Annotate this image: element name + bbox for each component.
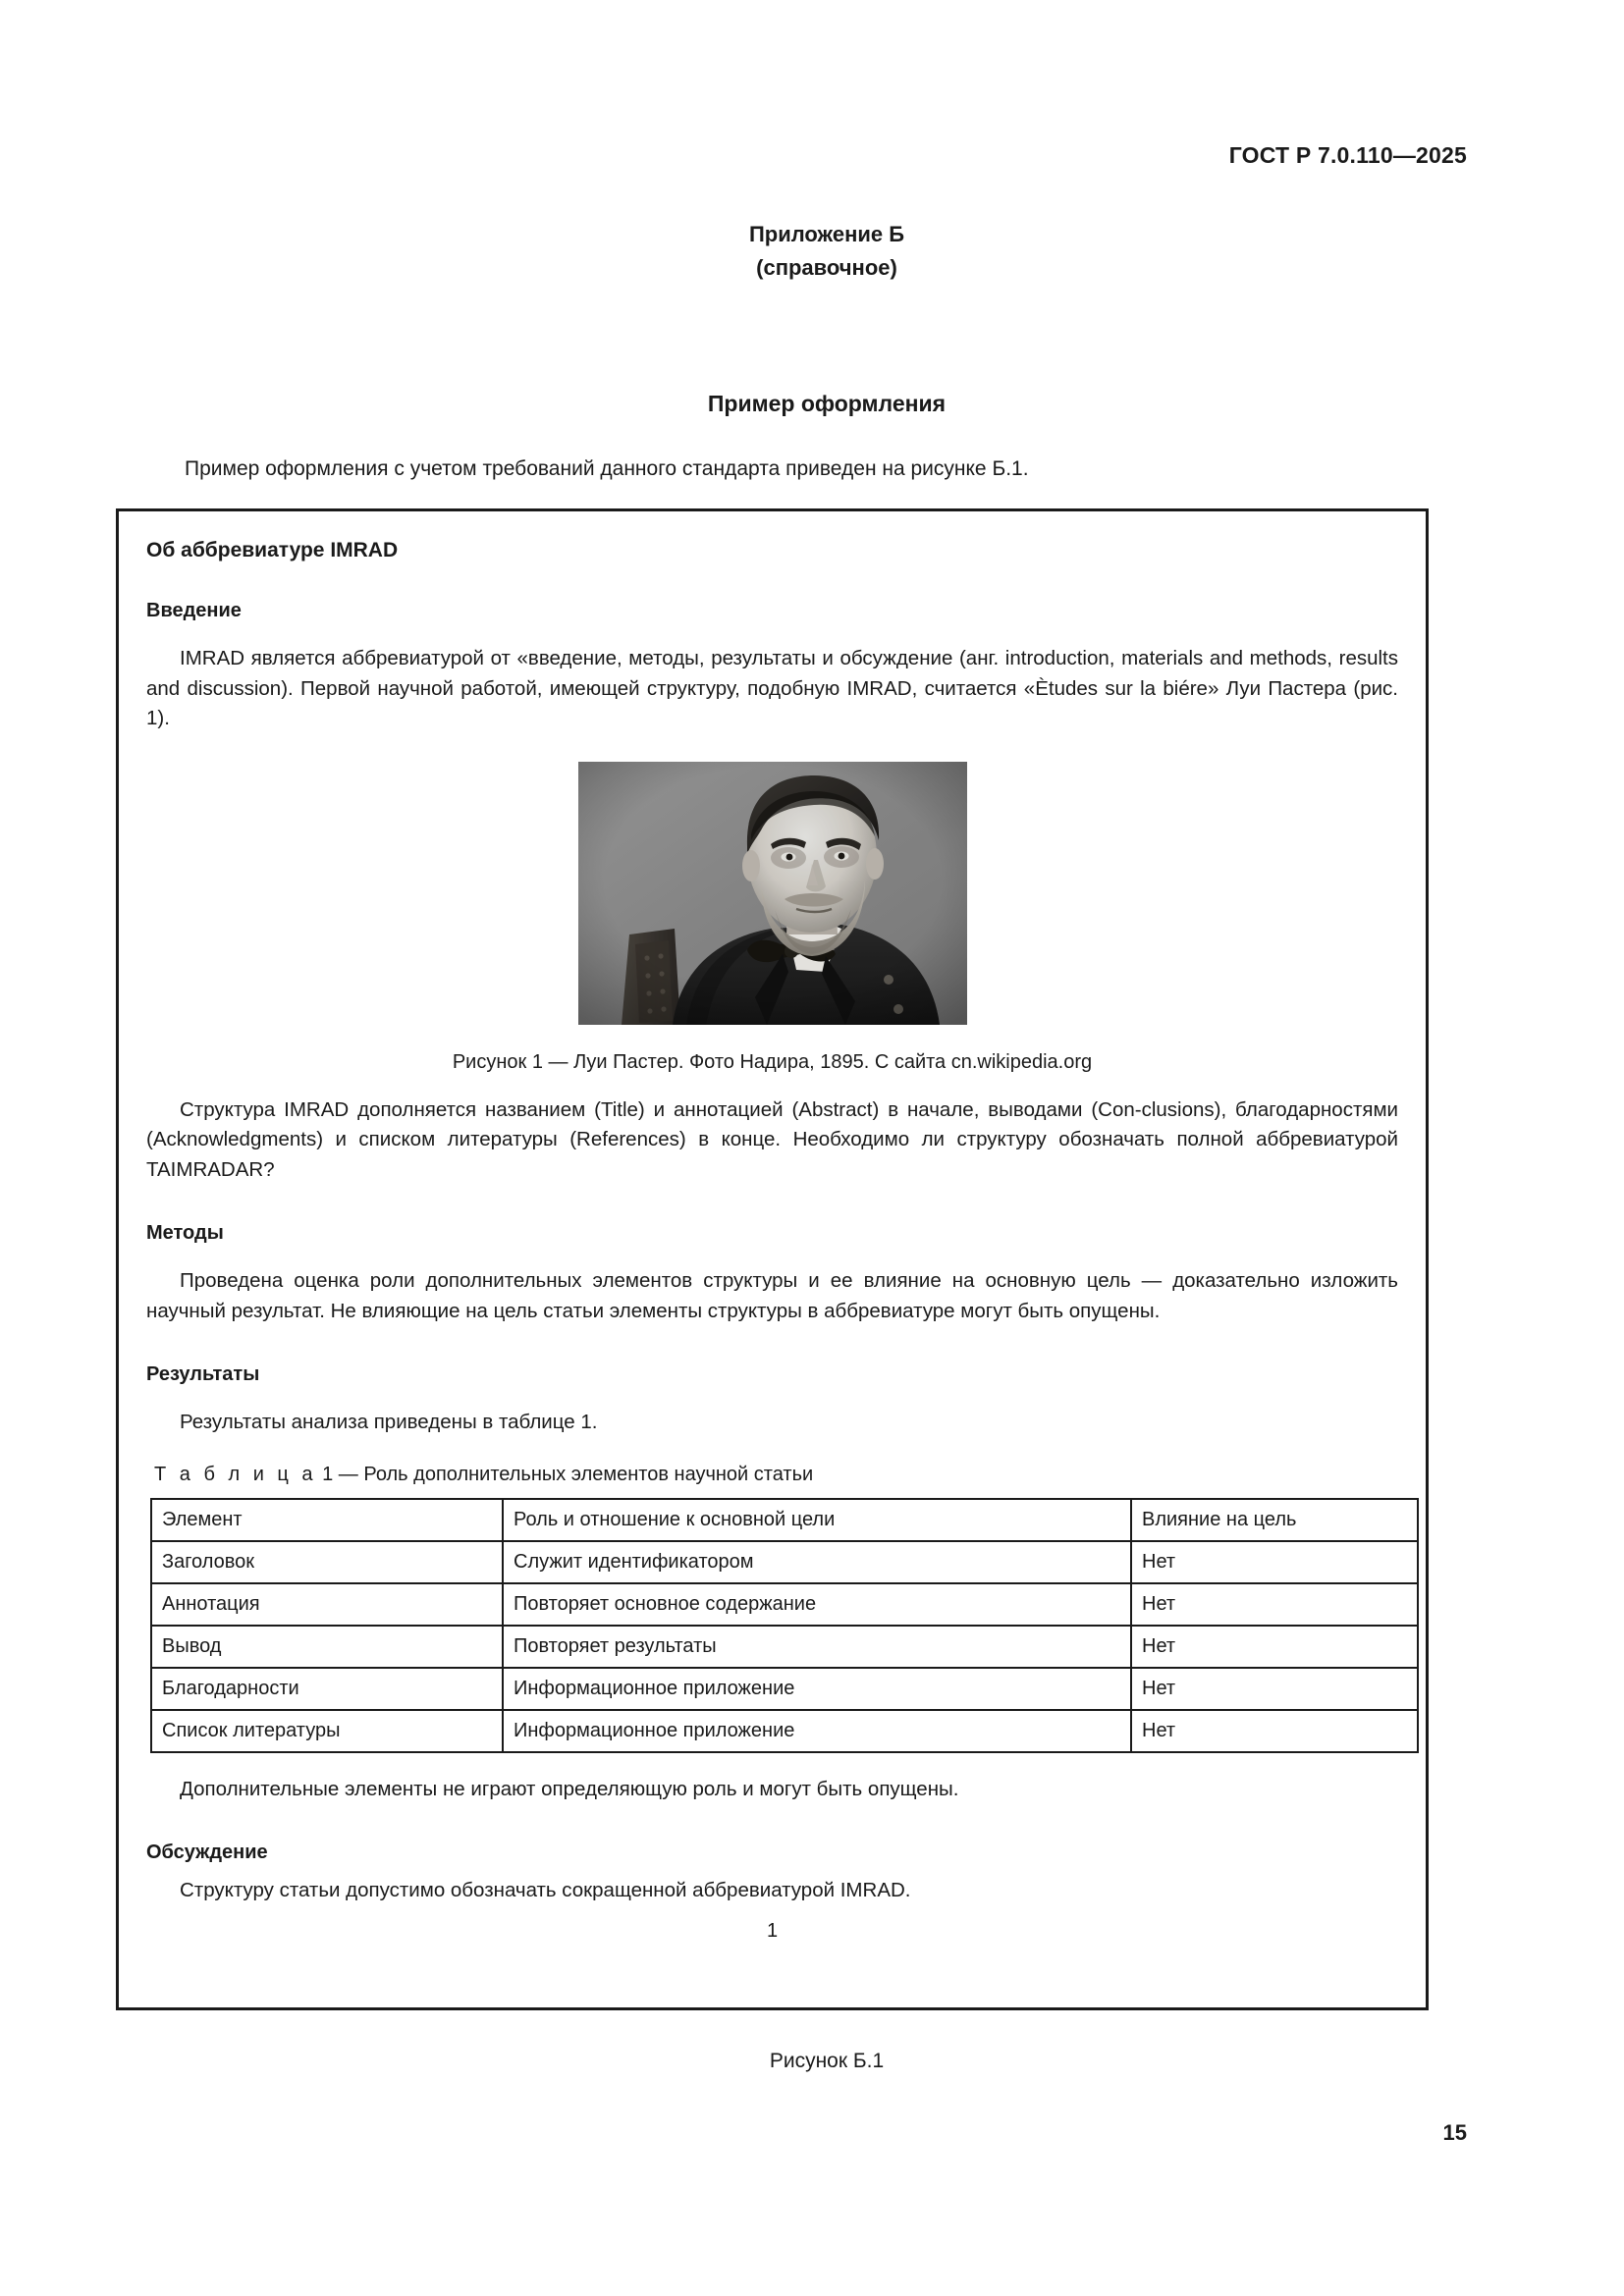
example-document-frame [116, 508, 1429, 2010]
example-article-title: Об аббревиатуре IMRAD [146, 539, 399, 561]
table-cell-role: Повторяет результаты [503, 1626, 1131, 1668]
example-paragraph-structure: Структура IMRAD дополняется названием (Title) и аннотацией (Abstract) в начале, выводами (Con-clusions), благодарностями (Acknowledgments) и списком литературы (References) в конце. Необходимо ли структуру обозначать полной аббревиатурой TAIMRADAR? [146, 1097, 1398, 1181]
example-heading-methods: Методы [146, 1222, 224, 1244]
table-caption-label: Т а б л и ц а [154, 1463, 317, 1485]
table-header-cell: Элемент [151, 1499, 503, 1541]
example-paragraph-introduction: IMRAD является аббревиатурой от «введение, методы, результаты и обсуждение (анг. introduction, materials and methods, results and discussion). Первой научной работой, имеющей структуру, подобную IMRAD, считается «Ètudes sur la biére» Луи Пастера (рис. 1). [146, 647, 1398, 729]
table-cell-element: Благодарности [151, 1668, 503, 1710]
appendix-kind: (справочное) [756, 255, 897, 280]
table-header-row [151, 1499, 1418, 1541]
table-row [151, 1668, 1418, 1710]
roles-table-body [151, 1499, 1418, 1752]
example-page-number: 1 [766, 1919, 779, 1942]
table-header-cell: Роль и отношение к основной цели [503, 1499, 1131, 1541]
example-paragraph-methods: Проведена оценка роли дополнительных элементов структуры и ее влияние на основную цель — доказательно изложить научный результат. Не влияющие на цель статьи элементы структуры в аббревиатуре могут быть опущены. [146, 1269, 1398, 1322]
table-cell-impact: Нет [1131, 1626, 1418, 1668]
roles-table [150, 1498, 1419, 1753]
table-row [151, 1583, 1418, 1626]
example-paragraph-conclusion: Дополнительные элементы не играют определяющую роль и могут быть опущены. [180, 1777, 959, 1800]
table-row [151, 1541, 1418, 1583]
table-cell-impact: Нет [1131, 1583, 1418, 1626]
table-header-cell: Влияние на цель [1131, 1499, 1418, 1541]
appendix-heading-block [0, 218, 1624, 285]
standard-number-header: ГОСТ Р 7.0.110—2025 [1228, 142, 1467, 168]
figure-1 [146, 762, 1398, 1074]
table-caption-text: 1 — Роль дополнительных элементов научной статьи [322, 1463, 814, 1485]
example-paragraph-discussion: Структуру статьи допустимо обозначать сокращенной аббревиатурой IMRAD. [180, 1879, 911, 1901]
page-number: 15 [1442, 2120, 1467, 2145]
appendix-title: Приложение Б [748, 222, 905, 246]
table-cell-impact: Нет [1131, 1710, 1418, 1752]
figure-1-caption: Рисунок 1 — Луи Пастер. Фото Надира, 1895. С сайта cn.wikipedia.org [452, 1050, 1093, 1073]
example-heading-results: Результаты [146, 1363, 260, 1385]
table-cell-element: Вывод [151, 1626, 503, 1668]
table-cell-element: Список литературы [151, 1710, 503, 1752]
example-paragraph-results: Результаты анализа приведены в таблице 1. [180, 1411, 598, 1433]
table-row [151, 1710, 1418, 1752]
table-cell-element: Заголовок [151, 1541, 503, 1583]
table-cell-impact: Нет [1131, 1541, 1418, 1583]
pasteur-portrait-image [578, 762, 967, 1025]
example-heading-introduction: Введение [146, 600, 242, 621]
table-cell-role: Информационное приложение [503, 1668, 1131, 1710]
page-title: Пример оформления [707, 391, 947, 416]
table-cell-impact: Нет [1131, 1668, 1418, 1710]
lead-paragraph: Пример оформления с учетом требований данного стандарта приведен на рисунке Б.1. [185, 457, 1029, 480]
table-cell-element: Аннотация [151, 1583, 503, 1626]
example-heading-discussion: Обсуждение [146, 1842, 268, 1863]
table-1-caption [146, 1464, 1398, 1486]
table-row [151, 1626, 1418, 1668]
figure-b1-caption: Рисунок Б.1 [769, 2050, 885, 2072]
table-cell-role: Информационное приложение [503, 1710, 1131, 1752]
table-cell-role: Повторяет основное содержание [503, 1583, 1131, 1626]
table-cell-role: Служит идентификатором [503, 1541, 1131, 1583]
